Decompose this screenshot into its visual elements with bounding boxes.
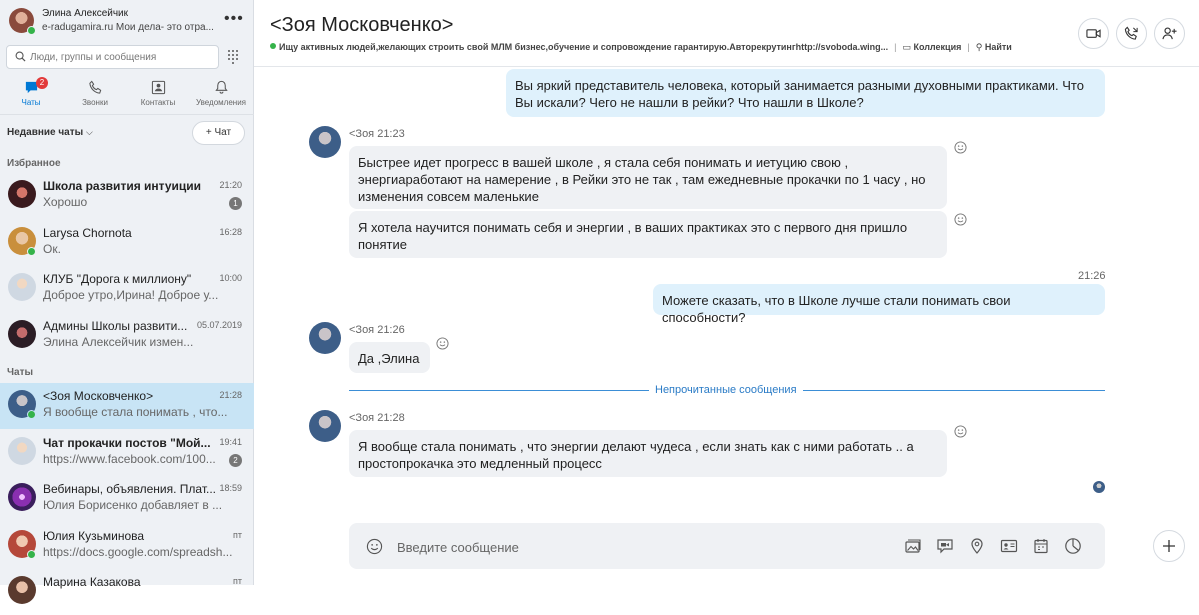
search-icon: ⚲ [975, 42, 983, 52]
add-content-button[interactable] [1153, 530, 1185, 562]
recent-chats-dropdown[interactable] [7, 127, 93, 138]
sidebar [0, 0, 254, 589]
avatar [8, 437, 36, 465]
chat-title: Школа развития интуиции [43, 179, 202, 193]
smile-icon[interactable] [954, 141, 967, 154]
chat-time: 21:20 [219, 180, 242, 190]
video-call-button[interactable] [1078, 18, 1109, 49]
more-options-icon[interactable]: ••• [224, 10, 244, 27]
find-link[interactable]: Найти [984, 42, 1012, 52]
recent-chats-label: Недавние чаты [7, 127, 84, 138]
message-incoming: Я вообще стала понимать , что энергии делают чудеса , если знать как с ними работать .. а простопрокачка это медленный процесс [349, 430, 947, 477]
avatar [8, 483, 36, 511]
conversation-mood [270, 42, 1070, 53]
collection-link[interactable]: Коллекция [913, 42, 962, 52]
plus-icon [1162, 539, 1176, 553]
media-gallery-icon[interactable] [904, 537, 922, 555]
search-box[interactable] [6, 45, 219, 69]
online-status-icon [270, 43, 276, 49]
chat-title: <Зоя Московченко> [43, 389, 154, 403]
tab-label: Звонки [82, 98, 108, 107]
chat-preview: https://docs.google.com/spreadsh... [43, 545, 233, 559]
tab-label: Контакты [140, 98, 176, 107]
message-incoming: Я хотела научится понимать себя и энергии , в ваших практиках это с первого дня пришло понятие [349, 211, 947, 258]
avatar[interactable] [309, 322, 341, 354]
avatar [8, 273, 36, 301]
add-user-icon [1162, 26, 1177, 41]
chat-preview: https://www.facebook.com/100... [43, 452, 216, 466]
unread-label: Непрочитанные сообщения [649, 384, 803, 396]
message-incoming: Быстрее идет прогресс в вашей школе , я стала себя понимать и иетуцию свою , энергиаработают на намерение , в Рейки это не так , там ежедневные прокачки по 1 часу , но изменения совсем маленькие [349, 146, 947, 209]
smile-icon[interactable] [436, 337, 449, 350]
mood-text: Ищу активных людей,желающих строить свой МЛМ бизнес,обучение и сопровождение гарантирую.Авторекрутингhttp://svoboda.wing... [279, 42, 889, 52]
section-favorites: Избранное [7, 158, 61, 169]
chat-time: пт [233, 530, 242, 540]
message-time: 21:26 [1078, 270, 1106, 282]
chat-item-admins[interactable] [0, 313, 254, 359]
chat-item-posts[interactable] [0, 430, 254, 476]
chat-preview: Хорошо [43, 195, 88, 209]
add-people-button[interactable] [1154, 18, 1185, 49]
tab-calls[interactable] [64, 76, 126, 112]
online-status-icon [27, 410, 36, 419]
chevron-down-icon: ⌵ [85, 127, 93, 137]
schedule-icon[interactable] [1032, 537, 1050, 555]
online-status-icon [27, 26, 36, 35]
message-incoming: Да ,Элина [349, 342, 430, 373]
chat-time: 18:59 [219, 483, 242, 493]
message-input[interactable] [397, 537, 877, 557]
poll-icon[interactable] [1064, 537, 1082, 555]
chat-time: 10:00 [219, 273, 242, 283]
chat-item-club[interactable] [0, 266, 254, 312]
chat-item-webinars[interactable] [0, 476, 254, 522]
online-status-icon [27, 550, 36, 559]
avatar[interactable] [309, 410, 341, 442]
chat-item-zoya[interactable] [0, 383, 254, 429]
message-outgoing: Вы яркий представитель человека, который занимается разными духовными практиками. Что Вы искали? Чего не нашли в рейки? Что нашли в Школе? [506, 69, 1105, 117]
message-sender: <Зоя 21:28 [349, 412, 405, 424]
online-status-icon [27, 247, 36, 256]
chat-time: 21:28 [219, 390, 242, 400]
divider [0, 114, 254, 115]
smile-icon[interactable] [954, 213, 967, 226]
avatar [8, 576, 36, 604]
smile-icon[interactable] [954, 425, 967, 438]
contact-card-icon[interactable] [1000, 537, 1018, 555]
profile-name: Элина Алексейчик [42, 8, 129, 19]
chat-time: пт [233, 576, 242, 586]
phone-icon [1124, 26, 1139, 41]
contacts-icon [151, 80, 166, 95]
chat-preview: Юлия Борисенко добавляет в ... [43, 498, 223, 512]
video-camera-icon [1086, 26, 1101, 41]
bell-icon [214, 80, 229, 95]
chat-preview: Элина Алексейчик измен... [43, 335, 194, 349]
message-sender: <Зоя 21:26 [349, 324, 405, 336]
read-receipt-avatar [1093, 481, 1105, 493]
chat-item-marina[interactable] [0, 569, 254, 615]
chat-item-yulia[interactable] [0, 523, 254, 569]
location-icon[interactable] [968, 537, 986, 555]
message-sender: <Зоя 21:23 [349, 128, 405, 140]
tab-label: Уведомления [195, 98, 247, 107]
chat-title: Марина Казакова [43, 575, 141, 589]
chat-title: Админы Школы развити... [43, 319, 188, 333]
emoji-icon[interactable] [366, 538, 383, 555]
tab-label: Чаты [21, 98, 41, 107]
tab-chats[interactable] [0, 76, 62, 112]
message-outgoing: Можете сказать, что в Школе лучше стали понимать свои способности? [653, 284, 1105, 315]
profile-mood: e-radugamira.ru Мои дела- это отра... [42, 22, 214, 33]
chat-preview: Я вообще стала понимать , что... [43, 405, 228, 419]
section-chats: Чаты [7, 367, 34, 378]
chat-time: 19:41 [219, 437, 242, 447]
nav-tabs [0, 76, 254, 112]
chat-title: Larysa Chornota [43, 226, 132, 240]
unread-badge: 2 [36, 77, 48, 89]
phone-icon [88, 80, 103, 95]
video-message-icon[interactable] [936, 537, 954, 555]
chat-preview: Доброе утро,Ирина! Доброе у... [43, 288, 219, 302]
profile[interactable] [0, 0, 254, 42]
divider: | [967, 42, 970, 52]
search-input[interactable] [30, 49, 215, 66]
tab-contacts[interactable] [127, 76, 189, 112]
message-composer [349, 523, 1105, 569]
chat-title: Чат прокачки постов "Мой... [43, 436, 211, 450]
chat-item-intuition-school[interactable] [0, 173, 254, 219]
chat-title: Юлия Кузьминова [43, 529, 145, 543]
chat-item-larysa[interactable] [0, 220, 254, 266]
avatar [8, 320, 36, 348]
conversation-pane [254, 0, 1199, 585]
unread-count: 2 [229, 454, 242, 467]
chat-preview: Ок. [43, 242, 61, 256]
new-chat-button[interactable]: + Чат [192, 121, 245, 145]
chat-time: 05.07.2019 [196, 320, 242, 330]
unread-count: 1 [229, 197, 242, 210]
chat-title: КЛУБ "Дорога к миллиону" [43, 272, 192, 286]
divider [254, 66, 1199, 67]
avatar[interactable] [309, 126, 341, 158]
chat-title: Вебинары, объявления. Плат... [43, 482, 217, 496]
avatar [8, 180, 36, 208]
divider: | [894, 42, 897, 52]
search-icon [15, 51, 26, 62]
tab-notifications[interactable] [190, 76, 252, 112]
audio-call-button[interactable] [1116, 18, 1147, 49]
chat-time: 16:28 [219, 227, 242, 237]
dialpad-icon[interactable] [225, 48, 241, 64]
conversation-title[interactable]: <Зоя Московченко> [270, 14, 454, 36]
gallery-icon: ▭ [902, 42, 911, 52]
